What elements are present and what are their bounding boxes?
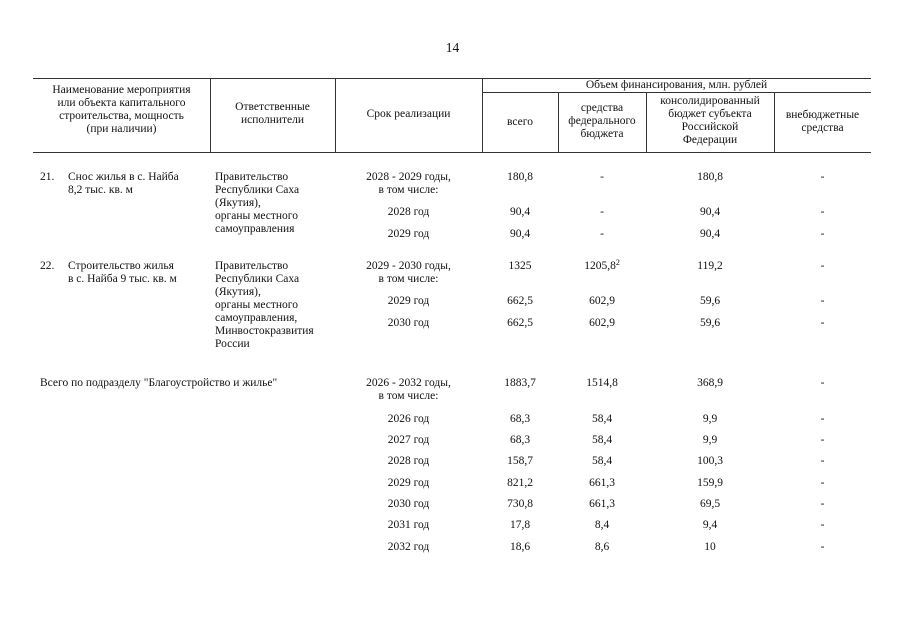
total-cell: 158,7 [507,455,533,467]
total-cell: 90,4 [509,206,531,218]
item-responsible: (Якутия), [215,286,261,298]
extra-cell: - [820,498,825,510]
regional-cell: 9,4 [702,519,718,531]
footnote-mark: 2 [615,258,620,267]
period-cell: 2028 год [387,455,430,467]
period-cell: 2031 год [387,519,430,531]
total-cell: 68,3 [509,434,531,446]
summary-label: Всего по подразделу "Благоустройство и жилье" [40,377,278,389]
item-responsible: Республики Саха [215,273,300,285]
header-line: Ответственные [235,101,310,113]
item-responsible: органы местного [215,210,298,222]
header-line: или объекта капитального [57,97,186,109]
header-extra [774,109,871,135]
header-total: всего [507,116,533,128]
regional-cell: 159,9 [697,477,723,489]
federal-cell: - [600,206,604,218]
item-name: в с. Найба 9 тыс. кв. м [68,273,177,285]
period-cell: 2030 год [387,498,430,510]
federal-cell: 58,4 [591,413,613,425]
extra-cell: - [820,413,825,425]
extra-cell: - [820,477,825,489]
total-cell: 662,5 [507,295,533,307]
extra-cell: - [820,171,825,183]
regional-cell: 368,9 [697,377,723,389]
total-cell: 17,8 [509,519,531,531]
item-responsible: (Якутия), [215,197,261,209]
period-cell: в том числе: [378,273,439,285]
header-line: бюджет субъекта [668,108,752,120]
extra-cell: - [820,455,825,467]
extra-cell: - [820,295,825,307]
item-responsible: самоуправления [215,223,295,235]
total-cell: 68,3 [509,413,531,425]
regional-cell: 119,2 [697,260,723,272]
item-responsible: самоуправления, [215,312,298,324]
financing-subheader-line [482,92,871,93]
header-responsible [210,101,335,127]
header-bottom-border [33,152,871,153]
extra-cell: - [820,377,825,389]
header-line: средства [580,102,624,114]
federal-cell: - [600,228,604,240]
regional-cell: 10 [704,541,716,553]
item-responsible: Правительство [215,260,289,272]
extra-cell: - [820,519,825,531]
item-name: Строительство жилья [68,260,174,272]
total-cell: 1325 [508,260,532,272]
regional-cell: 9,9 [702,434,718,446]
total-cell: 662,5 [507,317,533,329]
period-cell: 2027 год [387,434,430,446]
regional-cell: 9,9 [702,413,718,425]
extra-cell: - [820,434,825,446]
extra-cell: - [820,260,825,272]
header-line: бюджета [580,128,624,140]
federal-cell: 8,6 [594,541,610,553]
item-name: Снос жилья в с. Найба [68,171,179,183]
period-cell: 2029 год [387,228,430,240]
item-number: 22. [40,260,55,272]
total-cell: 821,2 [507,477,533,489]
header-financing: Объем финансирования, млн. рублей [585,79,768,91]
total-cell: 730,8 [507,498,533,510]
period-cell: в том числе: [378,184,439,196]
regional-cell: 180,8 [697,171,723,183]
total-cell: 90,4 [509,228,531,240]
federal-cell: - [600,171,604,183]
item-responsible: Минвостокразвития [215,325,314,337]
header-line: Федерации [682,134,738,146]
regional-cell: 90,4 [699,228,721,240]
federal-cell: 8,4 [594,519,610,531]
extra-cell: - [820,206,825,218]
extra-cell: - [820,228,825,240]
federal-cell: 602,9 [589,295,615,307]
period-cell: 2028 год [387,206,430,218]
header-line: федерального [568,115,636,127]
regional-cell: 59,6 [699,317,721,329]
header-name [33,84,210,136]
total-cell: 1883,7 [504,377,536,389]
period-cell: 2029 - 2030 годы, [366,260,451,272]
period-cell: 2026 - 2032 годы, [366,377,451,389]
period-cell: 2032 год [387,541,430,553]
header-line: Российской [681,121,739,133]
header-federal [558,102,646,141]
header-regional [646,95,774,147]
regional-cell: 59,6 [699,295,721,307]
federal-cell: 1205,8$^2$ [584,258,620,272]
page-number: 14 [445,40,460,55]
period-cell: 2026 год [387,413,430,425]
header-line: внебюджетные [785,109,860,121]
header-period: Срок реализации [366,108,451,120]
federal-cell: 58,4 [591,434,613,446]
regional-cell: 100,3 [697,455,723,467]
period-cell: 2029 год [387,295,430,307]
header-line: консолидированный [660,95,760,107]
header-line: строительства, мощность [59,110,184,122]
item-number: 21. [40,171,55,183]
header-line: средства [801,122,844,134]
federal-cell: 58,4 [591,455,613,467]
regional-cell: 90,4 [699,206,721,218]
total-cell: 18,6 [509,541,531,553]
extra-cell: - [820,317,825,329]
total-cell: 180,8 [507,171,533,183]
item-responsible: Правительство [215,171,289,183]
federal-cell: 661,3 [589,477,615,489]
item-responsible: органы местного [215,299,298,311]
period-cell: 2028 - 2029 годы, [366,171,451,183]
period-cell: 2029 год [387,477,430,489]
federal-cell: 661,3 [589,498,615,510]
extra-cell: - [820,541,825,553]
period-cell: 2030 год [387,317,430,329]
header-line: исполнители [240,114,305,126]
federal-cell: 602,9 [589,317,615,329]
header-line: (при наличии) [86,123,157,135]
regional-cell: 69,5 [699,498,721,510]
item-responsible: Республики Саха [215,184,300,196]
period-cell: в том числе: [378,390,439,402]
item-name: 8,2 тыс. кв. м [68,184,133,196]
header-line: Наименование мероприятия [52,84,191,96]
federal-cell: 1514,8 [586,377,618,389]
item-responsible: России [215,338,250,350]
